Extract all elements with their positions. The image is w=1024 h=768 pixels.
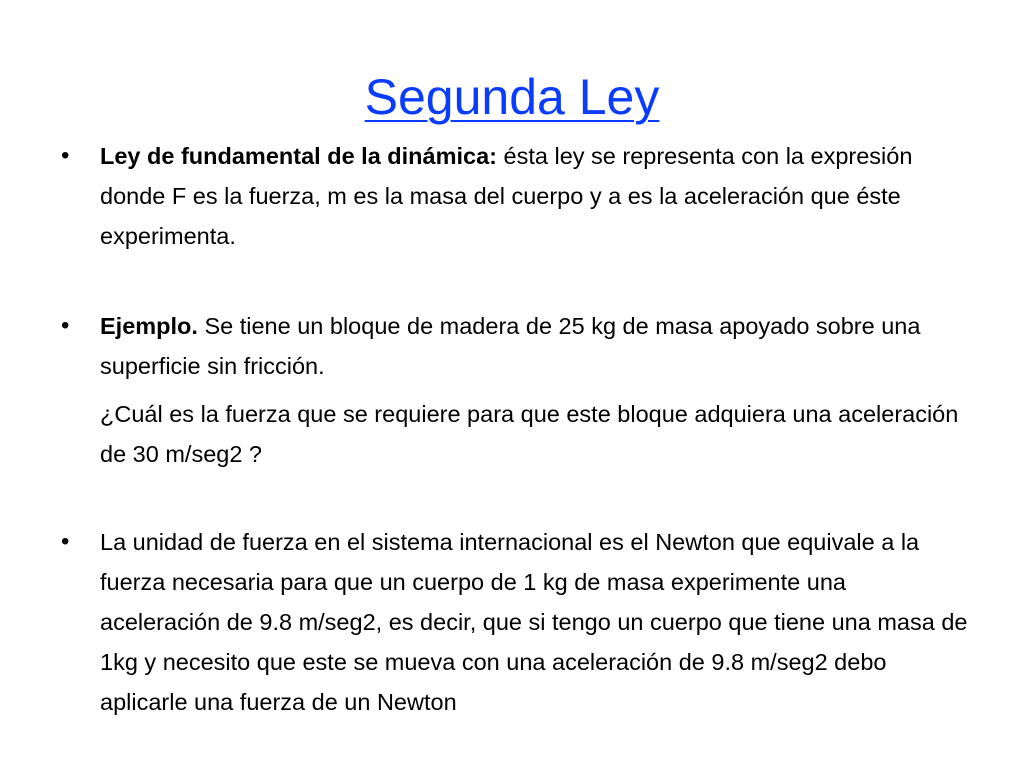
bullet-item-ejemplo	[60, 306, 970, 386]
bullet-item-newton	[60, 522, 970, 722]
bullet-icon: •	[61, 142, 70, 169]
bullet-icon: •	[61, 312, 70, 339]
slide-title	[0, 62, 1024, 132]
bullet-text	[100, 136, 970, 256]
bullet-text	[100, 306, 970, 386]
slide-content	[60, 136, 970, 722]
bullet-text-part: ésta ley se representa con la expresión	[497, 143, 913, 169]
bullet-text: La unidad de fuerza en el sistema internacional es el Newton que equivale a la fuerza necesaria para que un cuerpo de 1 kg de masa experimente una aceleración de 9.8 m/seg2, es decir, que si tengo un cuerpo que tiene una masa de 1kg y necesito que este se mueva con una aceleración de 9.8 m/seg2 debo aplicarle una fuerza de un Newton	[100, 529, 968, 715]
bullet-bold-text: Ejemplo.	[100, 313, 198, 339]
bullet-text-part: donde F es la fuerza, m es la masa del cuerpo y a es la aceleración que éste experimenta.	[100, 183, 901, 249]
sub-paragraph-question: ¿Cuál es la fuerza que se requiere para que este bloque adquiera una aceleración de 30 m/seg2 ?	[100, 401, 959, 467]
slide-title-link[interactable]: Segunda Ley	[364, 69, 660, 125]
bullet-item-ley-fundamental	[60, 136, 970, 256]
bullet-text-part: Se tiene un bloque de madera de 25 kg de masa apoyado sobre una superficie sin fricción.	[100, 313, 921, 379]
bullet-bold-text: Ley de fundamental de la dinámica:	[100, 143, 497, 169]
bullet-icon: •	[61, 528, 70, 555]
